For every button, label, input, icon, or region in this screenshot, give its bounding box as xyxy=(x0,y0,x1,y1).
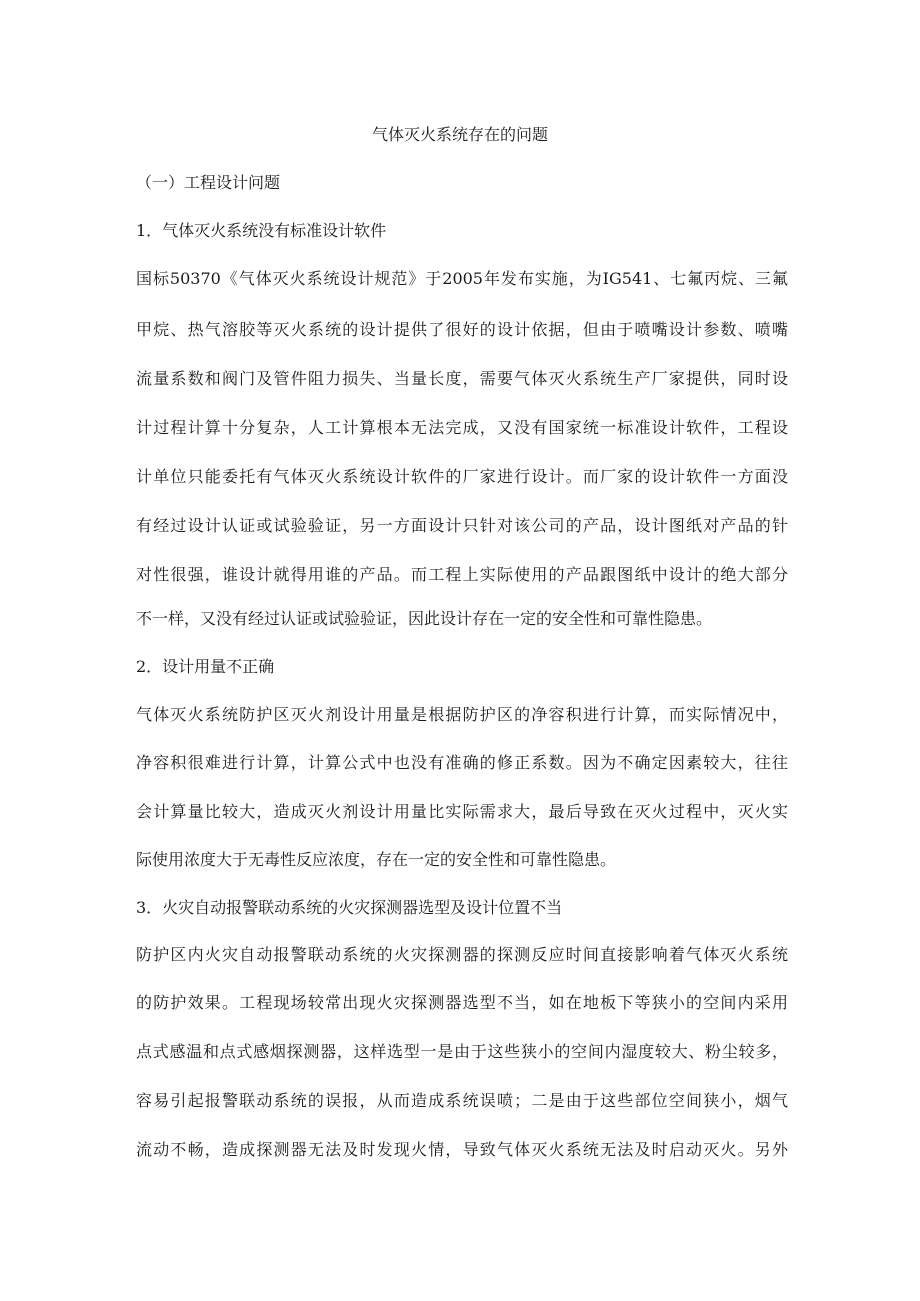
paragraph-line: 气体灭火系统防护区灭火剂设计用量是根据防护区的净容积进行计算，而实际情况中， xyxy=(136,705,788,724)
paragraph-line: 计单位只能委托有气体灭火系统设计软件的厂家进行设计。而厂家的设计软件一方面没 xyxy=(136,467,788,486)
paragraph-line: 际使用浓度大于无毒性反应浓度，存在一定的安全性和可靠性隐患。 xyxy=(136,850,617,869)
paragraph-line: 净容积很难进行计算，计算公式中也没有准确的修正系数。因为不确定因素较大，往往 xyxy=(136,753,788,772)
document-title: 气体灭火系统存在的问题 xyxy=(371,125,548,144)
paragraph-line: 不一样，又没有经过认证或试验验证，因此设计存在一定的安全性和可靠性隐患。 xyxy=(136,609,713,628)
paragraph-line: 防护区内火灾自动报警联动系统的火灾探测器的探测反应时间直接影响着气体灭火系统 xyxy=(136,945,788,964)
paragraph-line: 甲烷、热气溶胶等灭火系统的设计提供了很好的设计依据，但由于喷嘴设计参数、喷嘴 xyxy=(136,320,788,339)
paragraph-line: 点式感温和点式感烟探测器，这样选型一是由于这些狭小的空间内湿度较大、粉尘较多， xyxy=(136,1042,788,1061)
paragraph-line: 的防护效果。工程现场较常出现火灾探测器选型不当，如在地板下等狭小的空间内采用 xyxy=(136,993,788,1012)
item-heading-3: 3．火灾自动报警联动系统的火灾探测器选型及设计位置不当 xyxy=(136,898,563,917)
paragraph-line: 计过程计算十分复杂，人工计算根本无法完成，又没有国家统一标准设计软件，工程设 xyxy=(136,418,788,437)
paragraph-line: 国标50370《气体灭火系统设计规范》于2005年发布实施，为IG541、七氟丙烷、三氟 xyxy=(136,269,788,288)
paragraph-line: 流动不畅，造成探测器无法及时发现火情，导致气体灭火系统无法及时启动灭火。另外 xyxy=(136,1140,788,1159)
paragraph-line: 对性很强，谁设计就得用谁的产品。而工程上实际使用的产品跟图纸中设计的绝大部分 xyxy=(136,565,788,584)
section-heading: （一）工程设计问题 xyxy=(136,173,281,192)
paragraph-line: 会计算量比较大，造成灭火剂设计用量比实际需求大，最后导致在灭火过程中，灭火实 xyxy=(136,802,788,821)
paragraph-line: 有经过设计认证或试验验证，另一方面设计只针对该公司的产品，设计图纸对产品的针 xyxy=(136,516,788,535)
item-heading-2: 2．设计用量不正确 xyxy=(136,657,275,676)
item-heading-1: 1．气体灭火系统没有标准设计软件 xyxy=(136,221,387,240)
paragraph-line: 流量系数和阀门及管件阻力损失、当量长度，需要气体灭火系统生产厂家提供，同时设 xyxy=(136,369,788,388)
paragraph-line: 容易引起报警联动系统的误报，从而造成系统误喷；二是由于这些部位空间狭小，烟气 xyxy=(136,1091,788,1110)
